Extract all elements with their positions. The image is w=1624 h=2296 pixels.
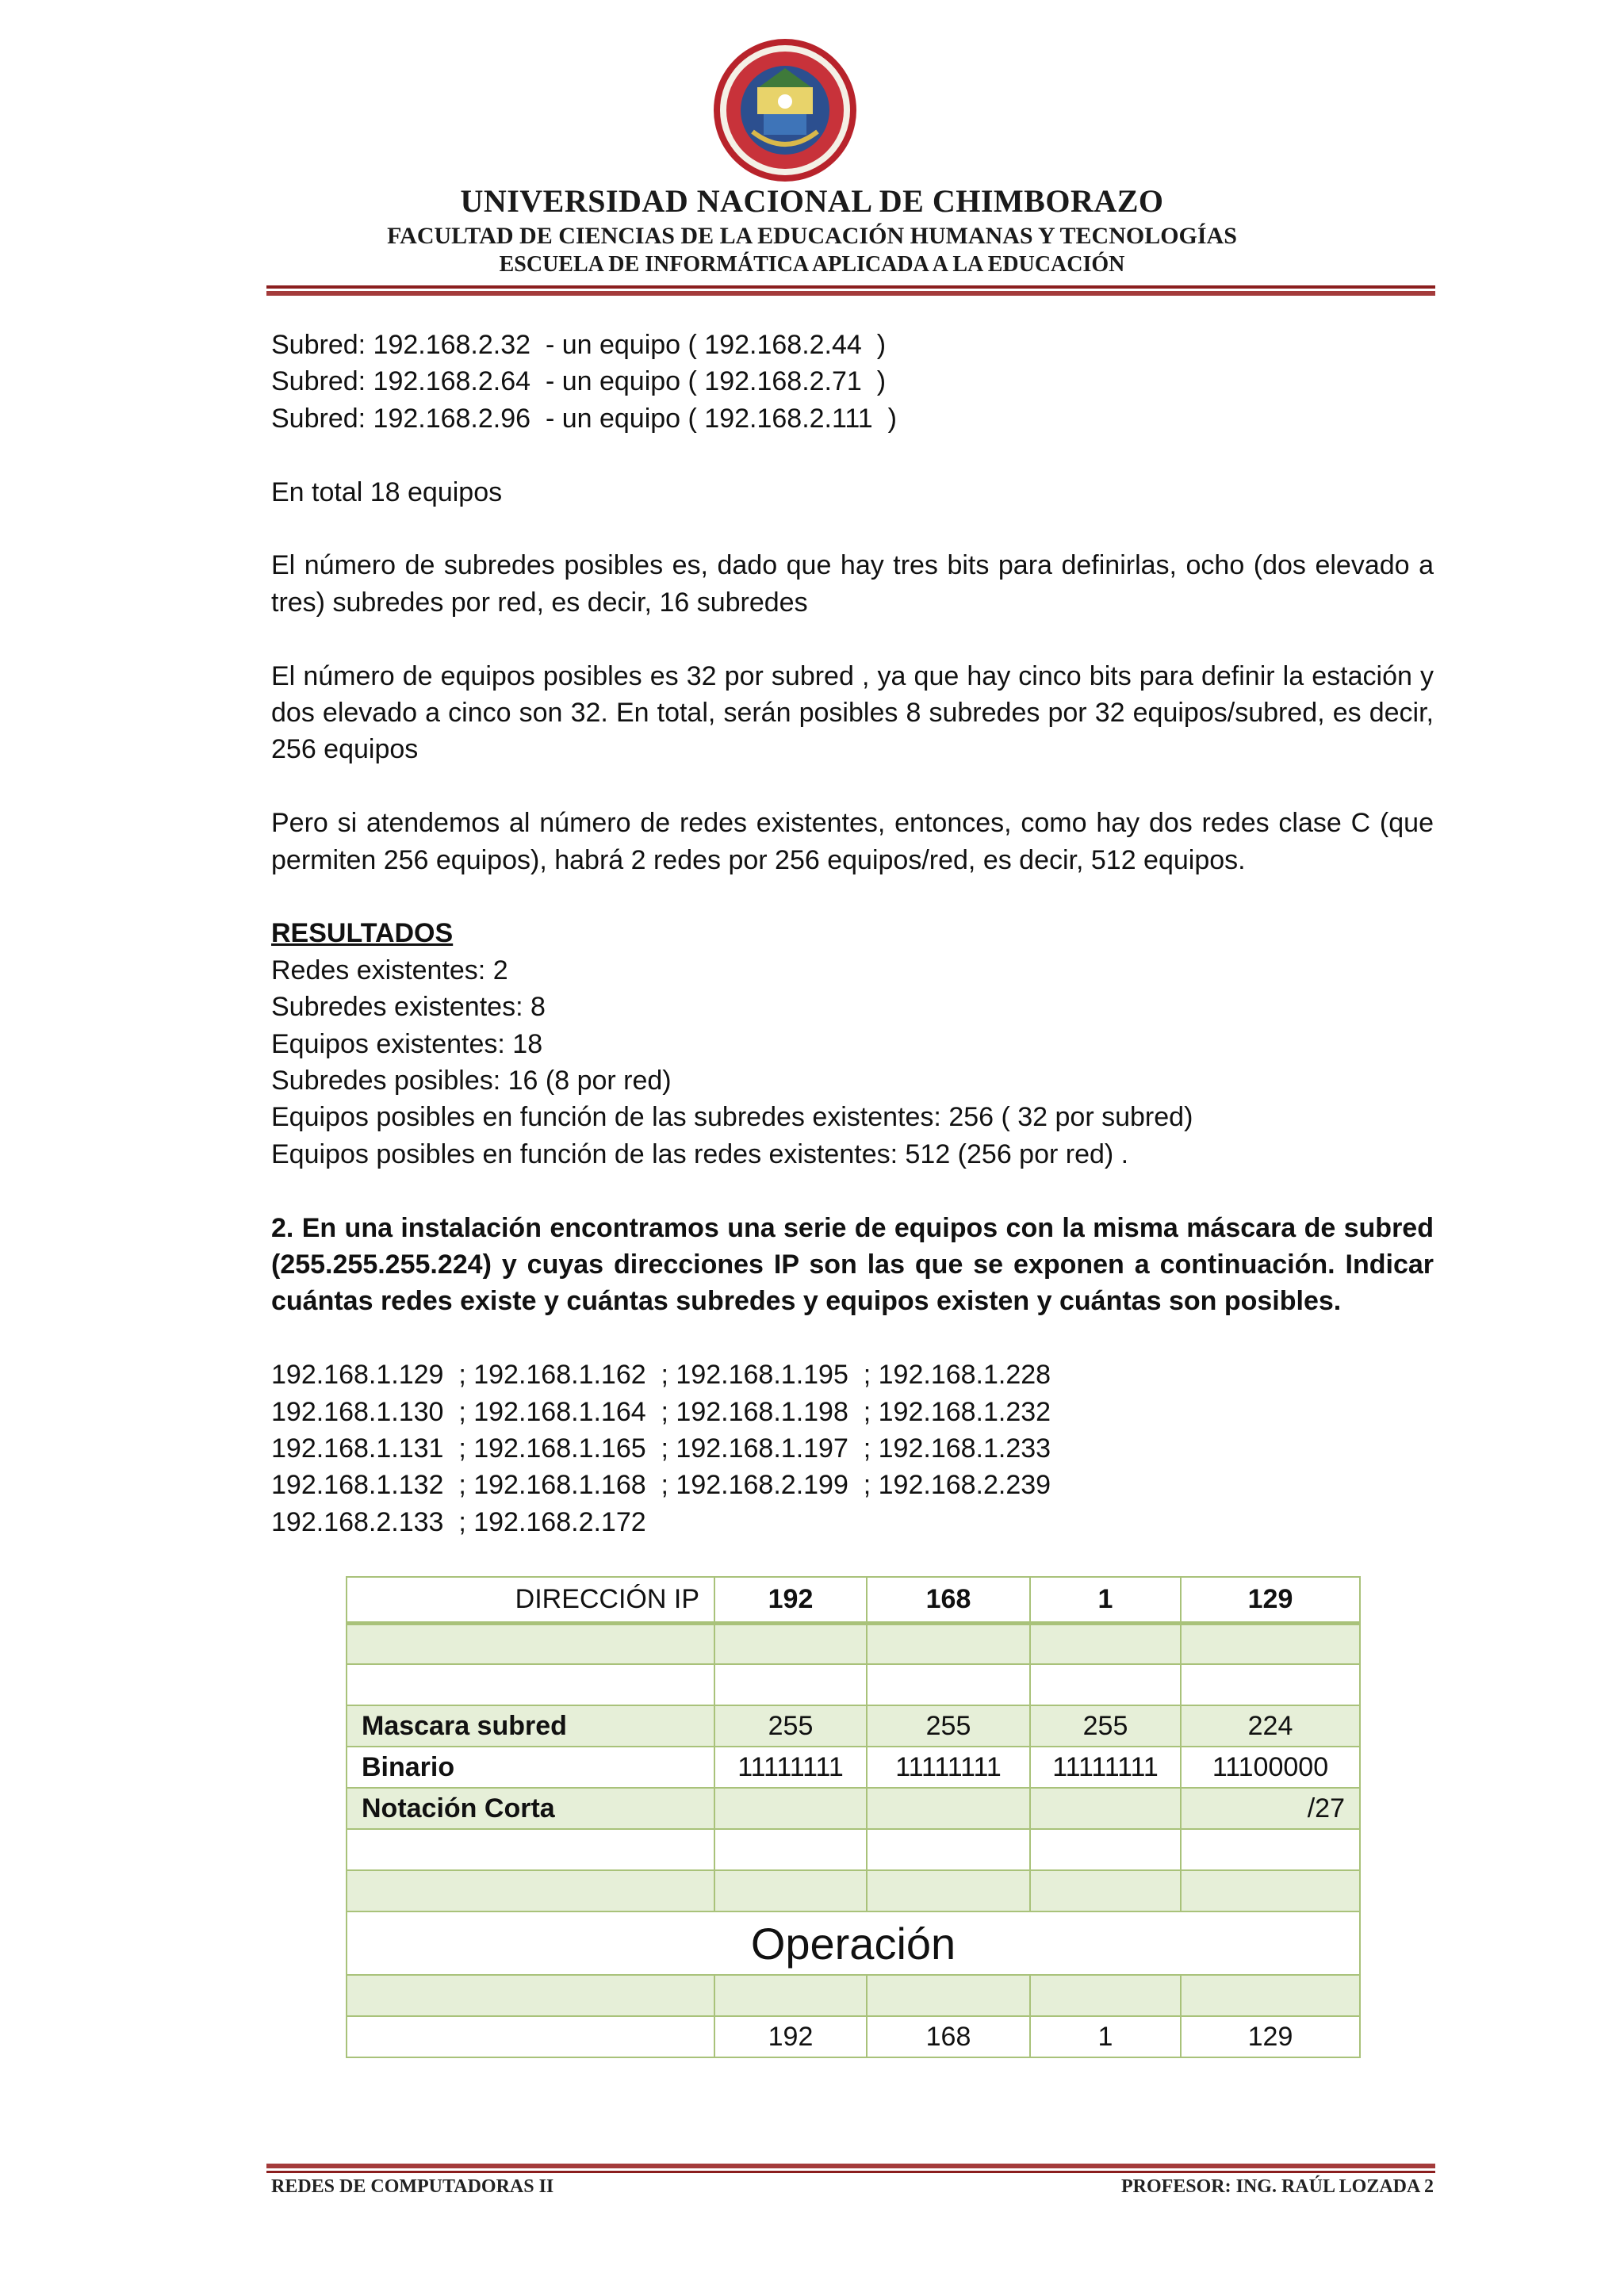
result-octet: 192 bbox=[714, 2016, 867, 2057]
results-heading: RESULTADOS bbox=[271, 918, 454, 949]
result-item: Subredes existentes: 8 bbox=[271, 992, 546, 1023]
result-octet: 168 bbox=[867, 2016, 1030, 2057]
mask-octet: 255 bbox=[714, 1705, 867, 1747]
school-name: ESCUELA DE INFORMÁTICA APLICADA A LA EDUCACIÓN bbox=[499, 252, 1125, 277]
footer-rule bbox=[266, 2171, 1435, 2173]
ip-line: 192.168.1.131 ; 192.168.1.165 ; 192.168.1.197 ; 192.168.1.233 bbox=[271, 1433, 1051, 1464]
subnet-table bbox=[346, 1576, 1361, 2058]
result-item: Equipos posibles en función de las redes existentes: 512 (256 por red) . bbox=[271, 1138, 1129, 1169]
result-octet: 129 bbox=[1181, 2016, 1360, 2057]
binary-octet: 11111111 bbox=[714, 1747, 867, 1788]
university-seal-logo bbox=[711, 36, 859, 184]
mask-octet: 224 bbox=[1181, 1705, 1360, 1747]
footer-professor-page: PROFESOR: ING. RAÚL LOZADA 2 bbox=[1120, 2176, 1434, 2197]
subnet-line: Subred: 192.168.2.64 - un equipo ( 192.168.2.71 ) bbox=[271, 366, 887, 397]
table-row-operation bbox=[347, 1911, 1360, 1975]
table-row-empty bbox=[347, 1623, 1360, 1664]
faculty-name: FACULTAD DE CIENCIAS DE LA EDUCACIÓN HUMANAS Y TECNOLOGÍAS bbox=[387, 223, 1237, 249]
mask-label: Mascara subred bbox=[347, 1705, 714, 1747]
mask-octet: 255 bbox=[1030, 1705, 1181, 1747]
result-item: Redes existentes: 2 bbox=[271, 955, 508, 985]
binary-octet: 11111111 bbox=[867, 1747, 1030, 1788]
footer-rule-thick bbox=[266, 2164, 1435, 2168]
ip-label: DIRECCIÓN IP bbox=[347, 1577, 714, 1623]
result-item: Equipos existentes: 18 bbox=[271, 1028, 543, 1059]
ip-octet: 129 bbox=[1181, 1577, 1360, 1623]
paragraph-hosts: El número de equipos posibles es 32 por subred , ya que hay cinco bits para definir la estación y dos elevado a cinco son 32. En total, serán posibles 8 subredes por 32 equipos/subred, es decir, 256 equipos bbox=[271, 660, 1434, 765]
binary-octet: 11100000 bbox=[1181, 1747, 1360, 1788]
result-item: Equipos posibles en función de las subredes existentes: 256 ( 32 por subred) bbox=[271, 1102, 1193, 1133]
binary-octet: 11111111 bbox=[1030, 1747, 1181, 1788]
table-row-empty bbox=[347, 1870, 1360, 1911]
ip-octet: 192 bbox=[714, 1577, 867, 1623]
ip-line: 192.168.1.130 ; 192.168.1.164 ; 192.168.1.198 ; 192.168.1.232 bbox=[271, 1396, 1051, 1427]
binary-label: Binario bbox=[347, 1747, 714, 1788]
table-row-ip bbox=[347, 1577, 1360, 1623]
paragraph-networks: Pero si atendemos al número de redes existentes, entonces, como hay dos redes clase C (que permiten 256 equipos), habrá 2 redes por 256 equipos/red, es decir, 512 equipos. bbox=[271, 808, 1434, 875]
mask-octet: 255 bbox=[867, 1705, 1030, 1747]
table-row-empty bbox=[347, 1975, 1360, 2016]
question-2: 2. En una instalación encontramos una serie de equipos con la misma máscara de subred (255.255.255.224) y cuyas direcciones IP son las que se exponen a continuación. Indicar cuántas redes existe y cuántas subredes y equipos existen y cuántas son posibles. bbox=[271, 1212, 1434, 1317]
ip-octet: 168 bbox=[867, 1577, 1030, 1623]
table-row-empty bbox=[347, 1664, 1360, 1705]
subnet-line: Subred: 192.168.2.32 - un equipo ( 192.168.2.44 ) bbox=[271, 330, 887, 360]
result-item: Subredes posibles: 16 (8 por red) bbox=[271, 1066, 672, 1096]
ip-octet: 1 bbox=[1030, 1577, 1181, 1623]
footer-course: REDES DE COMPUTADORAS II bbox=[271, 2176, 554, 2197]
table-row-binary bbox=[347, 1747, 1360, 1788]
subnet-line: Subred: 192.168.2.96 - un equipo ( 192.168.2.111 ) bbox=[271, 403, 897, 434]
short-notation-value: /27 bbox=[1181, 1788, 1360, 1829]
table-row-result bbox=[347, 2016, 1360, 2057]
ip-line: 192.168.2.133 ; 192.168.2.172 bbox=[271, 1506, 646, 1537]
header-rule bbox=[266, 285, 1435, 289]
table-row-mask bbox=[347, 1705, 1360, 1747]
body-text bbox=[271, 327, 1434, 1540]
table-row-short-notation bbox=[347, 1788, 1360, 1829]
operation-title: Operación bbox=[347, 1911, 1360, 1975]
ip-line: 192.168.1.132 ; 192.168.1.168 ; 192.168.2.199 ; 192.168.2.239 bbox=[271, 1470, 1051, 1501]
header-rule-thick bbox=[266, 291, 1435, 296]
result-octet: 1 bbox=[1030, 2016, 1181, 2057]
table-row-empty bbox=[347, 1829, 1360, 1870]
total-line: En total 18 equipos bbox=[271, 476, 503, 507]
university-name: UNIVERSIDAD NACIONAL DE CHIMBORAZO bbox=[460, 183, 1164, 219]
ip-line: 192.168.1.129 ; 192.168.1.162 ; 192.168.1.195 ; 192.168.1.228 bbox=[271, 1360, 1051, 1391]
short-notation-label: Notación Corta bbox=[347, 1788, 714, 1829]
paragraph-subnets: El número de subredes posibles es, dado que hay tres bits para definirlas, ocho (dos elevado a tres) subredes por red, es decir, 16 subredes bbox=[271, 550, 1434, 618]
